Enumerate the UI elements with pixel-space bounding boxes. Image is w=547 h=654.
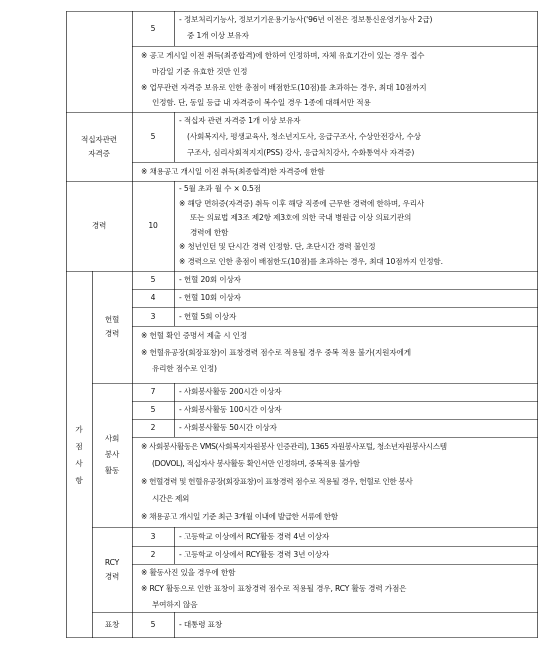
rcy-label (92, 527, 132, 612)
cert-desc-line-1: - 정보처리기능사, 정보기기운용기능사('96년 이전은 정보통신운영기능사 2급) (179, 15, 433, 24)
bonus-label-char-4: 항 (75, 475, 83, 485)
redcross-desc-2: (사회복지사, 평생교육사, 청소년지도사, 응급구조사, 수상안전강사, 수상 (187, 131, 421, 141)
bonus-label-char-2: 점 (75, 441, 83, 451)
award-label: 표창 (104, 620, 120, 630)
volunteer-note-5: ※ 채용공고 개시일 기준 최근 3개월 이내에 발급한 서류에 한함 (141, 511, 338, 521)
career-desc-5: ※ 청년인턴 및 단시간 경력 인정함. 단, 초단시간 경력 불인정 (179, 242, 376, 252)
blood-points-3: 3 (150, 311, 156, 321)
blood-note-2: ※ 헌혈유공장(회장표창)이 표창경력 점수로 적용될 경우 중복 적용 불가(지원자에게 (141, 347, 411, 357)
redcross-cert-label-1: 적십자관련 (81, 134, 117, 144)
volunteer-note-3: ※ 헌혈경력 및 헌혈유공장(회장표창)이 표창경력 점수로 적용될 경우, 헌혈로 인한 봉사 (141, 476, 413, 486)
career-label: 경력 (91, 221, 107, 231)
rcy-points-2: 2 (150, 550, 156, 560)
blood-points-2: 4 (150, 293, 156, 303)
volunteer-label-1: 사회 (104, 434, 120, 443)
bonus-point-table (66, 11, 538, 638)
cert-description (174, 12, 538, 46)
redcross-cert-label-2: 자격증 (88, 148, 110, 158)
blood-desc-2: - 헌혈 10회 이상자 (179, 293, 241, 303)
cert-points: 5 (150, 23, 156, 33)
blood-desc-1: - 헌혈 20회 이상자 (179, 275, 241, 285)
volunteer-points-3: 2 (150, 423, 156, 433)
volunteer-label-3: 활동 (104, 466, 120, 475)
redcross-desc-3: 구조사, 심리사회적지지(PSS) 강사, 응급처치강사, 수화통역사 자격증) (187, 147, 415, 157)
cert-note-4: 인정함. 단, 동일 등급 내 자격증이 복수일 경우 1종에 대해서만 적용 (152, 98, 371, 108)
blood-note-3: 유리한 점수로 인정) (152, 364, 217, 373)
rcy-note-1: ※ 활동사진 있을 경우에 한함 (141, 568, 236, 577)
volunteer-note-2: (DOVOL), 적십자사 봉사활동 확인서만 인정하며, 중복적용 불가함 (152, 459, 360, 469)
blood-points-1: 5 (150, 275, 156, 285)
career-description (174, 181, 538, 271)
volunteer-label (92, 383, 132, 527)
volunteer-points-1: 7 (150, 387, 156, 397)
blood-label (92, 271, 132, 383)
volunteer-notes (132, 438, 538, 527)
volunteer-note-1: ※ 사회봉사활동은 VMS(사회복지자원봉사 인증관리), 1365 자원봉사포털, 청소년자원봉사시스템 (141, 442, 447, 451)
rcy-label-1: RCY (104, 557, 120, 567)
career-desc-4: 경력에 한함 (190, 227, 229, 237)
redcross-cert-note: ※ 채용공고 개시일 이전 취득(최종합격)한 자격증에 한함 (141, 166, 325, 176)
bonus-label-char-1: 가 (75, 424, 83, 434)
career-desc-3: 또는 의료법 제3조 제2항 제3호에 의한 국내 병원급 이상 의료기관의 (190, 213, 412, 223)
rcy-desc-1: - 고등학교 이상에서 RCY활동 경력 4년 이상자 (179, 531, 330, 541)
redcross-desc-1: - 적십자 관련 자격증 1개 이상 보유자 (179, 116, 301, 125)
rcy-desc-2: - 고등학교 이상에서 RCY활동 경력 3년 이상자 (179, 550, 330, 560)
career-desc-1: - 5월 초과 월 수 × 0.5점 (179, 184, 261, 193)
rcy-points-1: 3 (150, 531, 156, 541)
career-desc-6: ※ 경력으로 인한 총점이 배점한도(10점)를 초과하는 경우, 최대 10점까지 인정함. (179, 256, 443, 266)
redcross-cert-label (66, 112, 132, 181)
rcy-note-3: 부여하지 않음 (152, 599, 198, 609)
award-desc: - 대통령 표창 (179, 620, 223, 630)
rcy-notes (132, 565, 538, 612)
cert-note-1: ※ 공고 게시일 이전 취득(최종합격)에 한하여 인정하며, 자체 유효기간이 있는 경우 접수 (141, 51, 425, 60)
cert-notes (132, 48, 538, 112)
blood-desc-3: - 헌혈 5회 이상자 (179, 311, 237, 321)
career-points: 10 (148, 221, 158, 231)
redcross-cert-points: 5 (150, 132, 156, 142)
volunteer-points-2: 5 (150, 405, 156, 415)
cert-note-2: 마감일 기준 유효한 것만 인정 (152, 66, 248, 76)
rcy-note-2: ※ RCY 활동으로 인한 표창이 표창경력 점수로 적용될 경우, RCY 활동 경력 가점은 (141, 583, 407, 593)
award-points: 5 (150, 620, 156, 630)
blood-label-1: 헌혈 (104, 315, 120, 324)
volunteer-desc-1: - 사회봉사활동 200시간 이상자 (179, 387, 282, 397)
blood-label-2: 경력 (104, 329, 120, 338)
volunteer-note-4: 시간은 제외 (152, 494, 189, 504)
volunteer-desc-2: - 사회봉사활동 100시간 이상자 (179, 405, 282, 415)
bonus-label-char-3: 사 (75, 458, 83, 468)
blood-note-1: ※ 헌혈 확인 증명서 제출 시 인정 (141, 331, 248, 340)
career-desc-2: ※ 해당 면허증(자격증) 취득 이후 해당 직종에 근무한 경력에 한하며, 우리사 (179, 198, 425, 208)
blood-notes (132, 328, 538, 383)
cert-note-3: ※ 업무관련 자격증 보유로 인한 총점이 배점한도(10점)를 초과하는 경우, 최대 10점까지 (141, 82, 427, 92)
cert-desc-line-2: 중 1개 이상 보유자 (187, 30, 249, 40)
redcross-cert-description (174, 113, 538, 162)
volunteer-desc-3: - 사회봉사활동 50시간 이상자 (179, 423, 277, 433)
bonus-label (66, 271, 92, 638)
rcy-label-2: 경력 (104, 571, 120, 581)
volunteer-label-2: 봉사 (104, 450, 120, 459)
